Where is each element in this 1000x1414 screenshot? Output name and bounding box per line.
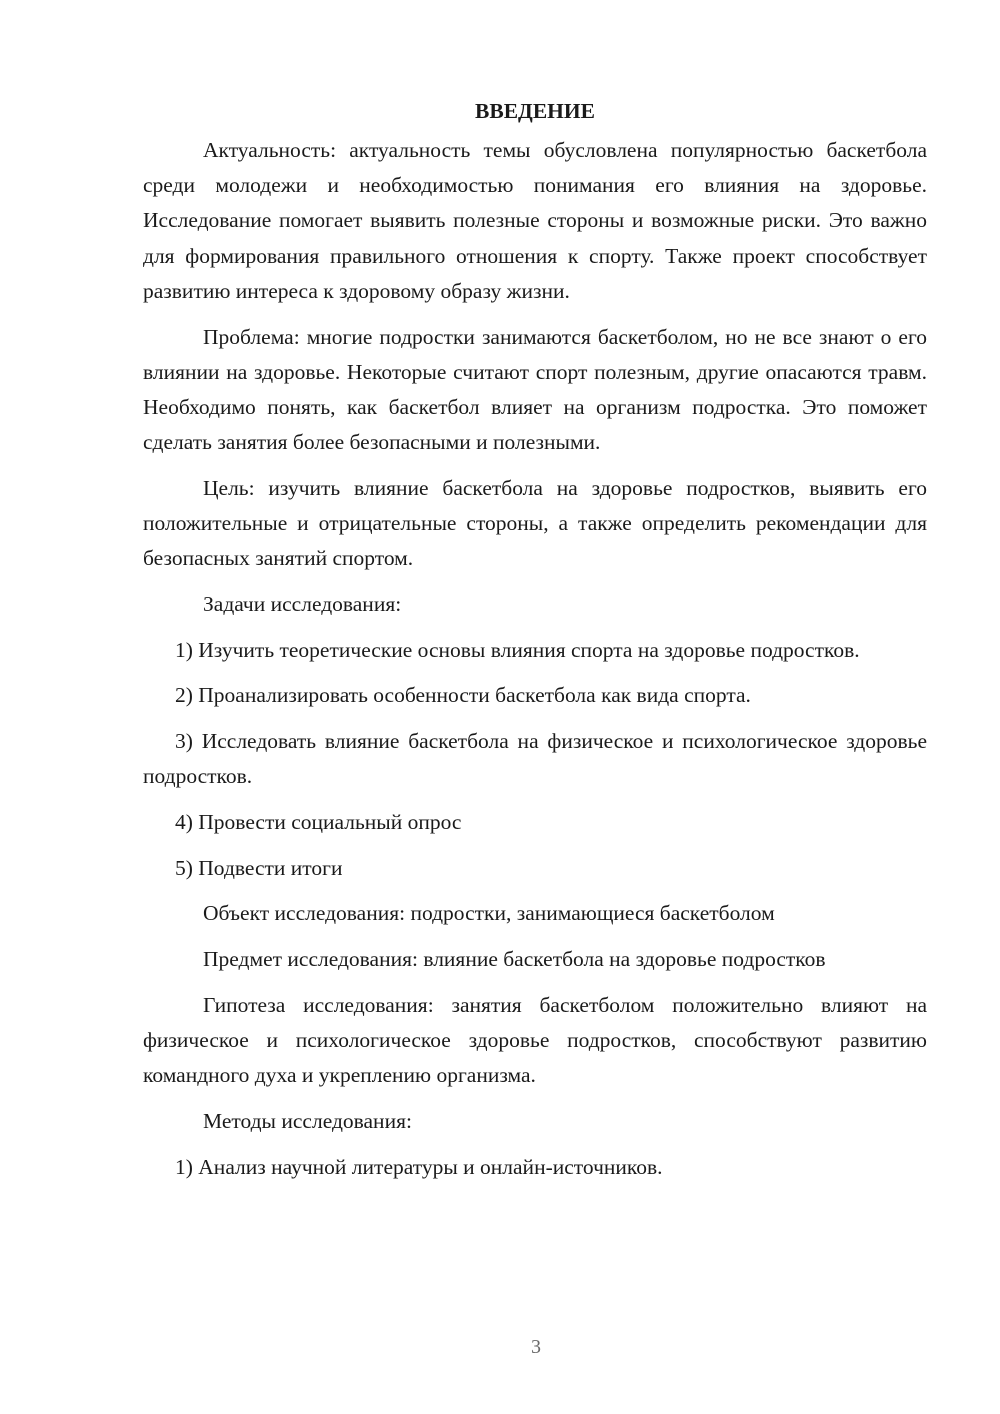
paragraph-tasks-heading: Задачи исследования: bbox=[203, 591, 402, 616]
paragraph-subject: Предмет исследования: влияние баскетбола на здоровье подростков bbox=[203, 947, 826, 972]
paragraph-goal: Цель: изучить влияние баскетбола на здоровье подростков, выявить его положительные и отрицательные стороны, а также определить рекомендации для безопасных занятий спортом. bbox=[143, 475, 927, 571]
list-item-task-4: 4) Провести социальный опрос bbox=[175, 809, 462, 834]
list-item-task-1: 1) Изучить теоретические основы влияния спорта на здоровье подростков. bbox=[175, 637, 860, 662]
page-number: 3 bbox=[531, 1336, 541, 1358]
list-item-task-3: 3) Исследовать влияние баскетбола на физическое и психологическое здоровье подростков. bbox=[143, 729, 927, 789]
section-title: ВВЕДЕНИЕ bbox=[475, 99, 595, 123]
paragraph-relevance: Актуальность: актуальность темы обусловлена популярностью баскетбола среди молодежи и необходимостью понимания его влияния на здоровье. Исследование помогает выявить полезные стороны и возможные риски. Это важно для формирования правильного отношения к спорту. Также проект способствует развитию интереса к здоровому образу жизни. bbox=[143, 138, 927, 303]
list-item-task-2: 2) Проанализировать особенности баскетбола как вида спорта. bbox=[175, 683, 751, 708]
paragraph-object: Объект исследования: подростки, занимающиеся баскетболом bbox=[203, 901, 775, 926]
page-content bbox=[143, 95, 927, 1195]
paragraph-hypothesis: Гипотеза исследования: занятия баскетболом положительно влияют на физическое и психологическое здоровье подростков, способствуют развитию командного духа и укреплению организма. bbox=[143, 992, 927, 1088]
paragraph-problem: Проблема: многие подростки занимаются баскетболом, но не все знают о его влиянии на здоровье. Некоторые считают спорт полезным, другие опасаются травм. Необходимо понять, как баскетбол влияет на организм подростка. Это поможет сделать занятия более безопасными и полезными. bbox=[143, 324, 927, 455]
list-item-task-5: 5) Подвести итоги bbox=[175, 855, 343, 880]
paragraph-methods-heading: Методы исследования: bbox=[203, 1108, 412, 1133]
list-item-method-1: 1) Анализ научной литературы и онлайн-источников. bbox=[175, 1154, 663, 1179]
